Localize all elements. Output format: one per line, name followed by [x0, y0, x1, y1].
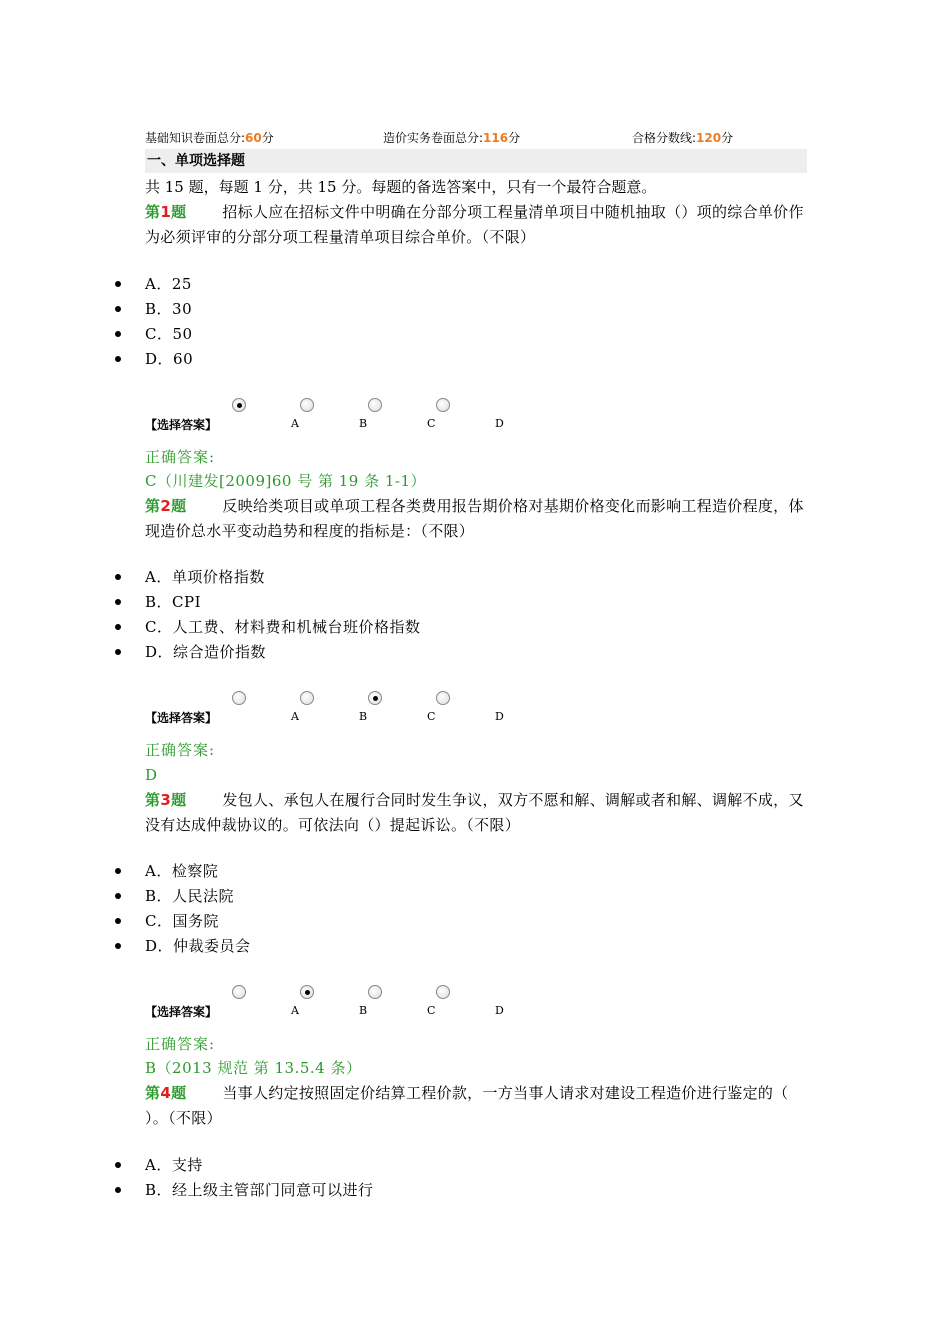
answer-block-3: [145, 985, 545, 1025]
score-bar: [145, 129, 805, 147]
option-letter-b: B: [359, 710, 368, 723]
bullet-icon: [115, 356, 121, 362]
option-letter-b: B: [359, 1004, 368, 1017]
question-number: 第1题: [145, 203, 187, 221]
radio-option-a[interactable]: [232, 398, 246, 412]
bullet-icon: [115, 599, 121, 605]
option-item: B．经上级主管部门同意可以进行: [115, 1178, 374, 1203]
question-3: [145, 788, 807, 838]
bullet-icon: [115, 868, 121, 874]
options-list-2: [115, 565, 420, 665]
practice-score-label: 造价实务卷面总分:: [383, 131, 484, 145]
pass-score-unit: 分: [721, 131, 734, 145]
option-item: A．单项价格指数: [115, 565, 420, 590]
practice-score: [383, 129, 520, 146]
radio-option-d[interactable]: [436, 985, 450, 999]
answer-block-2: [145, 691, 545, 731]
radio-option-b[interactable]: [300, 985, 314, 999]
bullet-icon: [115, 1162, 121, 1168]
option-item: C．人工费、材料费和机械台班价格指数: [115, 615, 420, 640]
option-letter-c: C: [427, 1004, 436, 1017]
option-item: B．人民法院: [115, 884, 251, 909]
bullet-icon: [115, 649, 121, 655]
bullet-icon: [115, 943, 121, 949]
correct-answer-value: B（2013 规范 第 13.5.4 条）: [145, 1059, 362, 1077]
question-text: 当事人约定按照固定价结算工程价款，一方当事人请求对建设工程造价进行鉴定的（ ）。（不限）: [145, 1084, 789, 1127]
question-number: 第2题: [145, 497, 187, 515]
option-letter-a: A: [291, 710, 299, 723]
answer-label: 【选择答案】: [145, 1005, 218, 1019]
question-text: 招标人应在招标文件中明确在分部分项工程量清单项目中随机抽取（）项的综合单价作为必须评审的分部分项工程量清单项目综合单价。（不限）: [145, 203, 804, 246]
basic-score-label: 基础知识卷面总分:: [145, 131, 246, 145]
pass-score: [632, 129, 733, 146]
practice-score-value: 116: [483, 131, 509, 145]
bullet-icon: [115, 1187, 121, 1193]
bullet-icon: [115, 281, 121, 287]
practice-score-unit: 分: [508, 131, 521, 145]
basic-score-value: 60: [245, 131, 262, 145]
option-item: B．30: [115, 297, 193, 322]
radio-option-d[interactable]: [436, 398, 450, 412]
option-item: C．50: [115, 322, 193, 347]
bullet-icon: [115, 574, 121, 580]
pass-score-value: 120: [696, 131, 722, 145]
question-text: 发包人、承包人在履行合同时发生争议，双方不愿和解、调解或者和解、调解不成，又没有达成仲裁协议的。可依法向（）提起诉讼。（不限）: [145, 791, 804, 834]
pass-score-label: 合格分数线:: [632, 131, 697, 145]
section-title: 一、单项选择题: [145, 149, 807, 173]
bullet-icon: [115, 331, 121, 337]
option-item: A．25: [115, 272, 193, 297]
question-number: 第3题: [145, 791, 187, 809]
option-letter-b: B: [359, 417, 368, 430]
radio-option-a[interactable]: [232, 985, 246, 999]
correct-answer-label: 正确答案:: [145, 741, 216, 759]
option-letter-a: A: [291, 1004, 299, 1017]
answer-label: 【选择答案】: [145, 711, 218, 725]
bullet-icon: [115, 893, 121, 899]
question-4: [145, 1081, 807, 1131]
answer-block-1: [145, 398, 545, 438]
options-list-1: [115, 272, 193, 372]
correct-answer-label: 正确答案:: [145, 448, 216, 466]
option-item: D．仲裁委员会: [115, 934, 251, 959]
basic-score-unit: 分: [261, 131, 274, 145]
correct-answer-label: 正确答案:: [145, 1035, 216, 1053]
section-intro: 共 15 题，每题 1 分，共 15 分。每题的备选答案中，只有一个最符合题意。: [145, 178, 657, 196]
option-letter-d: D: [495, 710, 504, 723]
option-item: B．CPI: [115, 590, 420, 615]
option-item: D．综合造价指数: [115, 640, 420, 665]
option-item: A．支持: [115, 1153, 374, 1178]
question-text: 反映给类项目或单项工程各类费用报告期价格对基期价格变化而影响工程造价程度，体现造价总水平变动趋势和程度的指标是：（不限）: [145, 497, 804, 540]
radio-option-c[interactable]: [368, 691, 382, 705]
bullet-icon: [115, 306, 121, 312]
option-letter-d: D: [495, 417, 504, 430]
radio-option-d[interactable]: [436, 691, 450, 705]
correct-answer-value: C（川建发[2009]60 号 第 19 条 1-1）: [145, 472, 427, 490]
question-1: [145, 200, 807, 250]
radio-option-c[interactable]: [368, 985, 382, 999]
option-item: A．检察院: [115, 859, 251, 884]
basic-score: [145, 129, 274, 146]
option-letter-d: D: [495, 1004, 504, 1017]
radio-option-b[interactable]: [300, 398, 314, 412]
bullet-icon: [115, 918, 121, 924]
radio-option-b[interactable]: [300, 691, 314, 705]
question-number: 第4题: [145, 1084, 187, 1102]
bullet-icon: [115, 624, 121, 630]
option-letter-c: C: [427, 710, 436, 723]
option-letter-c: C: [427, 417, 436, 430]
options-list-3: [115, 859, 251, 959]
correct-answer-value: D: [145, 766, 158, 784]
radio-option-c[interactable]: [368, 398, 382, 412]
options-list-4: [115, 1153, 374, 1203]
question-2: [145, 494, 807, 544]
option-item: D．60: [115, 347, 193, 372]
answer-label: 【选择答案】: [145, 418, 218, 432]
option-item: C．国务院: [115, 909, 251, 934]
radio-option-a[interactable]: [232, 691, 246, 705]
option-letter-a: A: [291, 417, 299, 430]
